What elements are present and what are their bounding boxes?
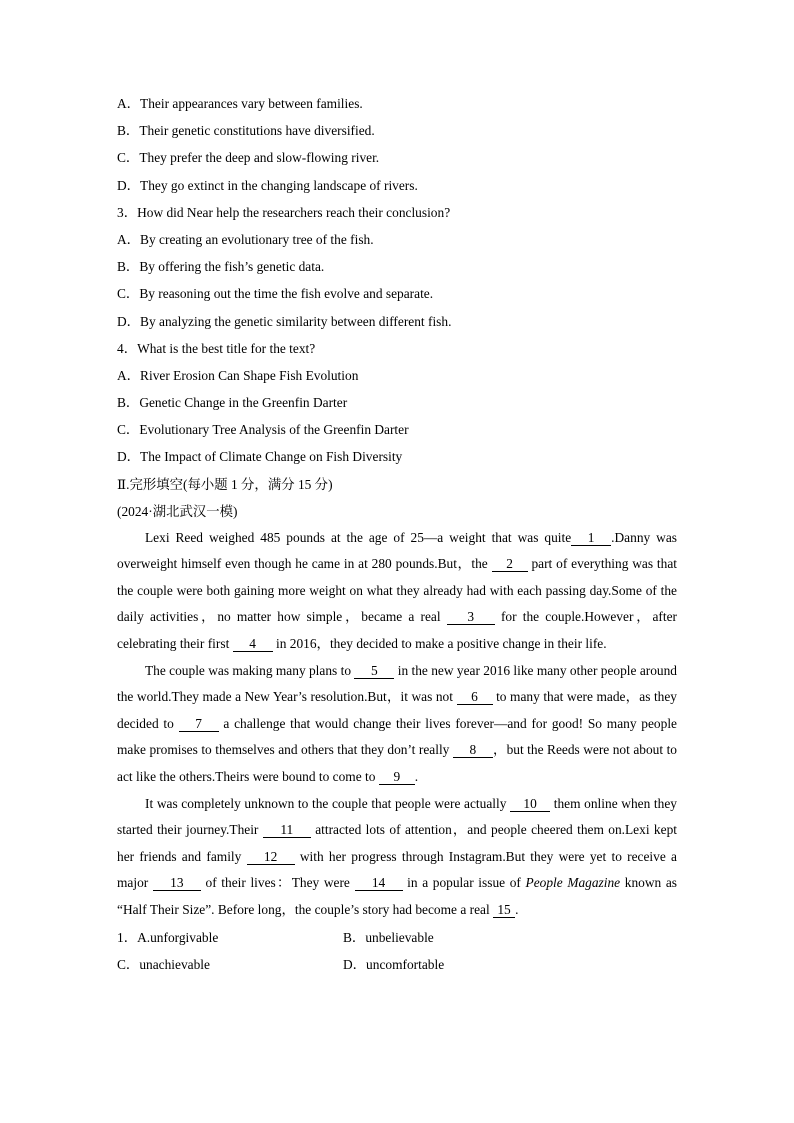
blank-11: 11 — [263, 822, 311, 838]
blank-3: 3 — [447, 609, 495, 625]
q4-option-a: A．River Erosion Can Shape Fish Evolution — [117, 367, 359, 383]
q4-option-c: C．Evolutionary Tree Analysis of the Greenfin Darter — [117, 422, 409, 438]
q4-option-d: D．The Impact of Climate Change on Fish Diversity — [117, 449, 403, 465]
q2-option-b: B．Their genetic constitutions have diversified. — [117, 123, 375, 139]
blank-5: 5 — [354, 663, 394, 679]
passage-paragraph-1: Lexi Reed weighed 485 pounds at the age of 25—a weight that was quite 1 .Danny was overweight himself even though he came in at 280 pounds.But，the 2 part of everything was that the couple were both gaining more weight on what they already had with each passing day.Some of the daily activities，no matter how simple，became a real 3 for the couple.However，after celebrating their first 4 in 2016，they decided to make a positive change in their life. — [117, 529, 677, 651]
q1-options-row-1 — [117, 924, 677, 951]
blank-14: 14 — [355, 875, 403, 891]
q3-option-c: C．By reasoning out the time the fish evolve and separate. — [117, 286, 434, 302]
blank-12: 12 — [247, 849, 295, 865]
q1-option-c: C．unachievable — [117, 956, 210, 972]
blank-15: 15 — [493, 902, 515, 918]
passage-paragraph-2: The couple was making many plans to 5 in the new year 2016 like many other people around the world.They made a New Year’s resolution.But，it was not 6 to many that were made，as they decided to 7 a challenge that would change their lives forever—and for good! So many people make promises to themselves and others that they don’t really 8 ，but the Reeds were not about to act like the others.Theirs were bound to come to 9 . — [117, 662, 678, 784]
q3-stem: 3．How did Near help the researchers reach their conclusion? — [117, 204, 451, 220]
blank-8: 8 — [453, 742, 493, 758]
q3-option-b: B．By offering the fish’s genetic data. — [117, 259, 325, 275]
q1-option-b: B．unbelievable — [343, 929, 434, 945]
q4-stem: 4．What is the best title for the text? — [117, 340, 316, 356]
blank-9: 9 — [379, 769, 415, 785]
q3-option-d: D．By analyzing the genetic similarity between different fish. — [117, 313, 452, 329]
q2-option-d: D．They go extinct in the changing landscape of rivers. — [117, 177, 418, 193]
q3-option-a: A．By creating an evolutionary tree of the fish. — [117, 231, 374, 247]
blank-7: 7 — [179, 716, 219, 732]
blank-13: 13 — [153, 875, 201, 891]
section-source: (2024·湖北武汉一模) — [117, 503, 238, 519]
blank-4: 4 — [233, 636, 273, 652]
section-title: Ⅱ.完形填空(每小题 1 分，满分 15 分) — [117, 476, 333, 492]
passage-paragraph-3: It was completely unknown to the couple that people were actually 10 them online when they started their journey.Their 11 attracted lots of attention，and people cheered them on.Lexi kept her friends and family 12 with her progress through Instagram.But they were yet to receive a major 13 of their lives：They were 14 in a popular issue of People Magazine known as “Half Their Size”. Before long，the couple’s story had become a real 15 . — [117, 795, 678, 917]
q2-option-a: A．Their appearances vary between families. — [117, 96, 363, 111]
blank-6: 6 — [457, 689, 493, 705]
blank-10: 10 — [510, 796, 550, 812]
q1-option-a: 1．A.unforgivable — [117, 929, 219, 945]
q4-option-b: B．Genetic Change in the Greenfin Darter — [117, 395, 348, 411]
q1-options-row-2 — [117, 951, 677, 978]
blank-1: 1 — [571, 530, 611, 546]
q1-option-d: D．uncomfortable — [343, 956, 445, 972]
q2-option-c: C．They prefer the deep and slow-flowing river. — [117, 150, 380, 166]
blank-2: 2 — [492, 556, 528, 572]
magazine-name: People Magazine — [525, 875, 621, 891]
document-page — [117, 90, 677, 978]
